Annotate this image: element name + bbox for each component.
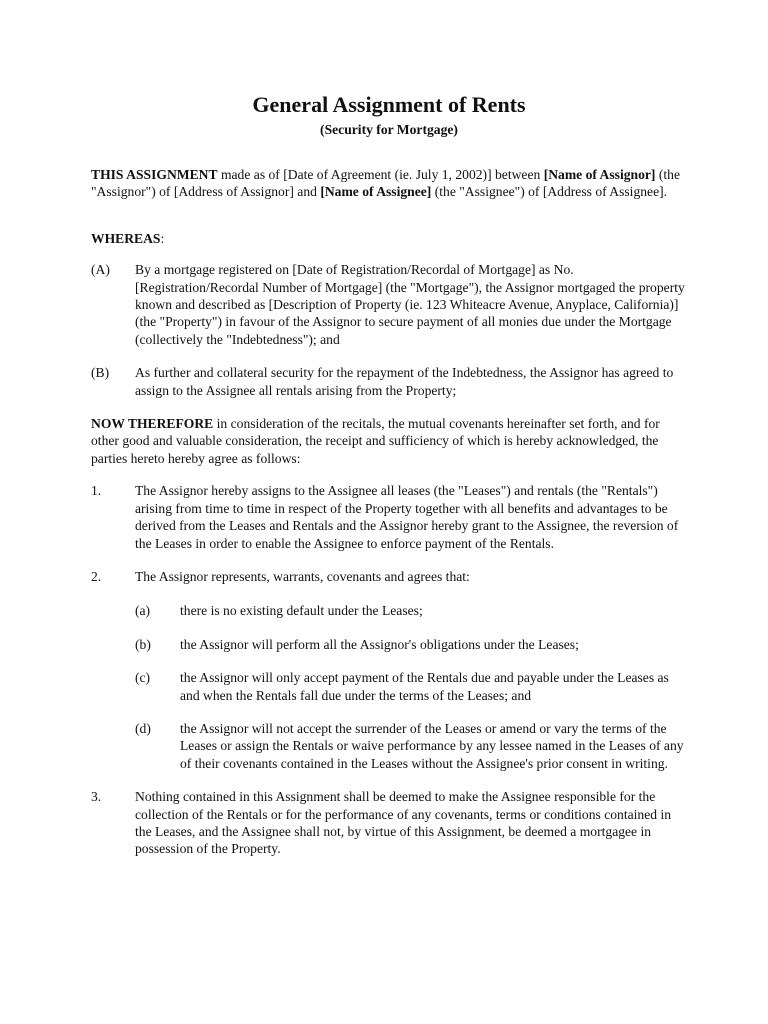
subclause-label: (a) [135,603,151,619]
assignor-name: [Name of Assignor] [543,167,656,182]
clause-text: The Assignor represents, warrants, covenants and agrees that: [135,568,470,584]
whereas-heading [91,230,687,247]
clause-label: 2. [91,568,102,584]
now-therefore-lead: NOW THEREFORE [91,416,214,432]
document-page [91,92,687,874]
clause-item [91,568,687,585]
document-title: General Assignment of Rents [252,92,526,117]
intro-text-1: made as of [Date of Agreement (ie. July 1, 2002)] between [217,167,544,182]
now-therefore-paragraph [91,415,687,467]
assignee-name: [Name of Assignee] [320,184,432,200]
intro-text-3: (the "Assignee") of [Address of Assignee]. [431,184,668,200]
document-subtitle: (Security for Mortgage) [320,122,458,137]
recital-label: (B) [91,365,110,381]
subclause-text: the Assignor will not accept the surrender of the Leases or amend or vary the terms of the Leases or assign the Rentals or waive performance by any lessee named in the Leases of any of their covenants contained in the Leases without the Assignee's prior consent in writing. [180,720,684,771]
clause-label: 1. [91,483,102,499]
clause-item [91,788,687,858]
recital-text: By a mortgage registered on [Date of Registration/Recordal of Mortgage] as No. [Registration/Recordal Number of Mortgage] (the "Mortgage"), the Assignor mortgaged the property known and described as [Description of Property (ie. 123 Whiteacre Avenue, Anyplace, California)] (the "Property") in favour of the Assignor to secure payment of all monies due under the Mortgage (collectively the "Indebtedness"); and [135,262,685,347]
intro-text-2: (the "Assignor") of [Address of Assignor] and [91,167,680,200]
clause-label: 3. [91,789,102,805]
now-therefore-text: in consideration of the recitals, the mutual covenants hereinafter set forth, and for other good and valuable consideration, the receipt and sufficiency of which is hereby acknowledged, the parties hereto hereby agree as follows: [91,416,660,466]
recital-item [91,364,687,399]
clause-item [91,482,687,552]
recital-item [91,261,687,348]
recital-label: (A) [91,262,110,278]
subclause-item [135,602,687,619]
intro-paragraph [91,166,687,201]
subclause-label: (b) [135,636,151,652]
subclause-text: there is no existing default under the Leases; [180,603,423,619]
clause-text: The Assignor hereby assigns to the Assignee all leases (the "Leases") and rentals (the "Rentals") arising from time to time in respect of the Property together with all benefits and advantages to be derived from the Leases and Rentals and the Assignor hereby grant to the Assignee, the reversion of the Leases in order to enable the Assignee to enforce payment of the Rentals. [135,483,679,551]
whereas-label: WHEREAS [91,230,161,246]
whereas-colon: : [160,230,165,246]
subclause-item [135,669,687,704]
subclause-label: (c) [135,670,151,686]
subclause-text: the Assignor will perform all the Assignor's obligations under the Leases; [180,636,579,652]
subclause-text: the Assignor will only accept payment of the Rentals due and payable under the Leases as and when the Rentals fall due under the terms of the Leases; and [180,670,669,703]
clause-text: Nothing contained in this Assignment shall be deemed to make the Assignee responsible for the collection of the Rentals or for the performance of any covenants, terms or conditions contained in the Leases, and the Assignee shall not, by virtue of this Assignment, be deemed a mortgagee in possession of the Property. [135,789,672,857]
subclause-label: (d) [135,720,151,736]
subclause-item [135,636,687,653]
intro-lead: THIS ASSIGNMENT [91,167,218,182]
recital-text: As further and collateral security for the repayment of the Indebtedness, the Assignor has agreed to assign to the Assignee all rentals arising from the Property; [135,365,674,398]
subclause-item [135,720,687,772]
